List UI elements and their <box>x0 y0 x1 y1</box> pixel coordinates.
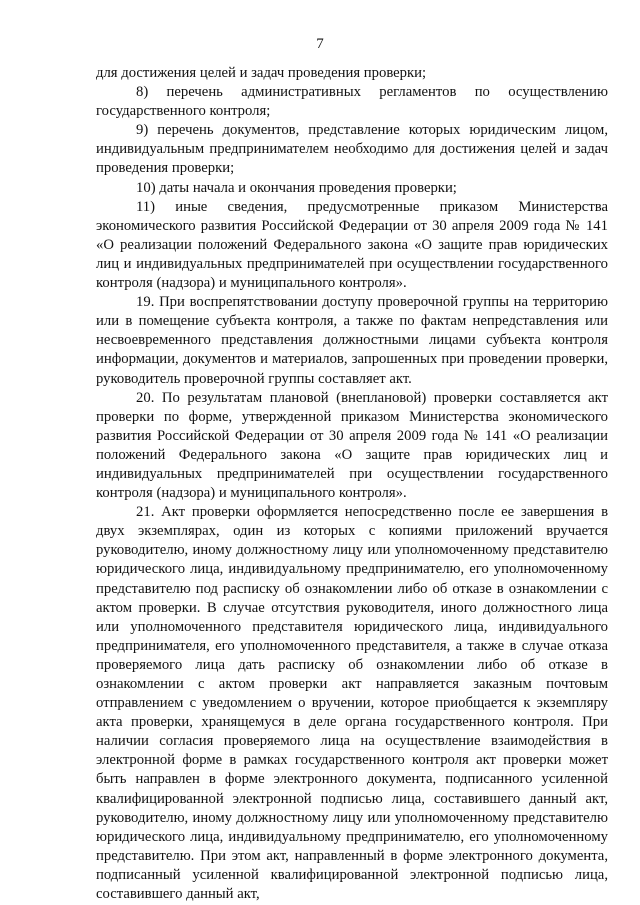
paragraph-item-11: 11) иные сведения, предусмотренные приказом Министерства экономического развития Российской Федерации от 30 апреля 2009 года № 141 «О реализации положений Федерального закона «О защите прав юридических лиц и индивидуальных предпринимателей при осуществлении государственного контроля (надзора) и муниципального контроля». <box>96 198 608 292</box>
page-number: 7 <box>316 36 324 52</box>
paragraph-item-9: 9) перечень документов, представление которых юридическим лицом, индивидуальным предпринимателем необходимо для достижения целей и задач проведения проверки; <box>96 122 608 177</box>
paragraph-clause-19: 19. При воспрепятствовании доступу проверочной группы на территорию или в помещение субъекта контроля, а также по фактам непредставления или несвоевременного представления должностными лицами субъекта контроля информации, документов и материалов, запрошенных при проведении проверки, руководитель проверочной группы составляет акт. <box>96 294 608 387</box>
paragraph-clause-21: 21. Акт проверки оформляется непосредственно после ее завершения в двух экземплярах, один из которых с копиями приложений вручается руководителю, иному должностному лицу или уполномоченному представителю юридического лица, индивидуальному предпринимателю, его уполномоченному представителю под расписку об ознакомлении либо об отказе в ознакомлении с актом проверки. В случае отсутствия руководителя, иного должностного лица или уполномоченного представителя юридического лица, индивидуального предпринимателя, его уполномоченного представителя, а также в случае отказа проверяемого лица дать расписку об ознакомлении либо об отказе в ознакомлении с актом проверки акт направляется заказным почтовым отправлением с уведомлением о вручении, которое приобщается к экземпляру акта проверки, хранящемуся в деле органа государственного контроля. При наличии согласия проверяемого лица на осуществление взаимодействия в электронной форме в рамках государственного контроля акт проверки может быть направлен в форме электронного документа, подписанного усиленной квалифицированной электронной подписью лица, составившего данный акт, руководителю, иному должностному лицу или уполномоченному представителю юридического лица, индивидуальному предпринимателю, его уполномоченному представителю. При этом акт, направленный в форме электронного документа, подписанный усиленной квалифицированной электронной подписью лица, составившего данный акт, <box>96 504 608 903</box>
document-body <box>96 64 608 904</box>
paragraph-item-8: 8) перечень административных регламентов по осуществлению государственного контроля; <box>96 84 608 120</box>
paragraph-item-10: 10) даты начала и окончания проведения проверки; <box>136 179 457 196</box>
paragraph-continuation: для достижения целей и задач проведения проверки; <box>96 65 427 81</box>
paragraph-clause-20: 20. По результатам плановой (внеплановой) проверки составляется акт проверки по форме, утвержденной приказом Министерства экономического развития Российской Федерации от 30 апреля 2009 года № 141 «О реализации положений Федерального закона «О защите прав юридических лиц и индивидуальных предпринимателей при осуществлении государственного контроля (надзора) и муниципального контроля». <box>96 389 608 502</box>
